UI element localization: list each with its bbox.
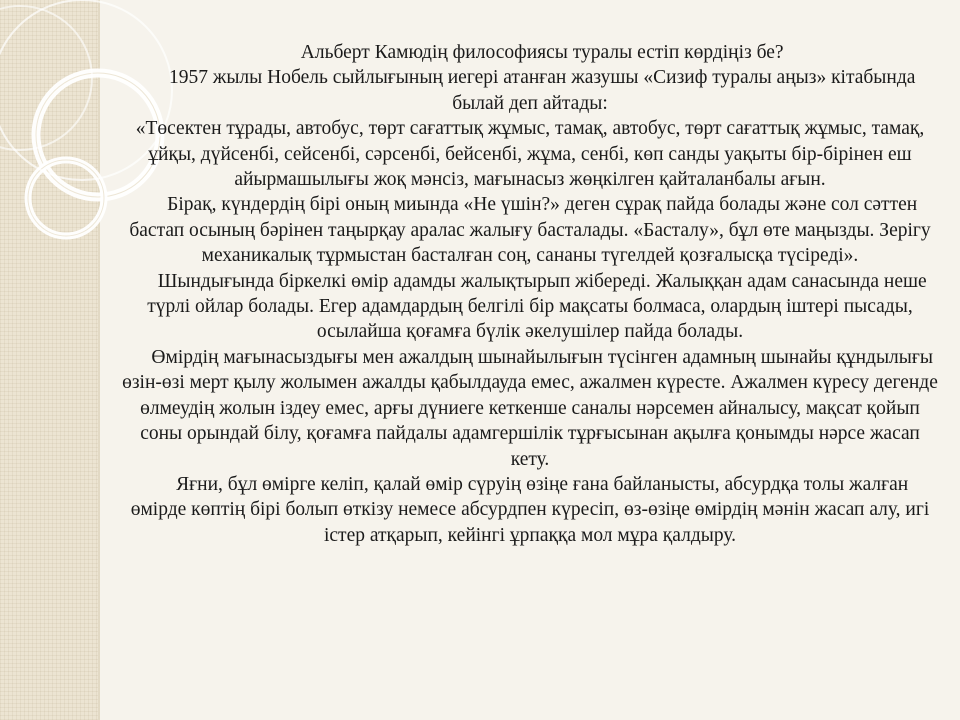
paragraph-6: Өмірдің мағынасыздығы мен ажалдың шынайылығын түсінген адамның шынайы құндылығы өзін-өзі мерт қылу жолымен ажалды қабылдауда емес, ажалмен күресте. Ажалмен күресу дегенде өлмеудің жолын іздеу емес, арғы дүниеге кеткенше саналы нәрсемен айналысу, мақсат қойып соны орындай білу, қоғамға пайдалы адамгершілік тұрғысынан ақылға қонымды нәрсе жасап кету. xyxy=(122,346,943,470)
paragraph-1: Альберт Камюдің философиясы туралы естіп көрдіңіз бе? xyxy=(276,42,784,63)
paragraph-7: Яғни, бұл өмірге келіп, қалай өмір сүруің өзіңе ғана байланысты, абсурдқа толы жалған өмірде көптің бірі болып өткізу немесе абсурдпен күресіп, өз-өзіңе өмірдің мәнін жасап алу, игі істер атқарып, кейінгі ұрпаққа мол мұра қалдыру. xyxy=(130,473,935,546)
paragraph-2: 1957 жылы Нобель сыйлығының иегері атанған жазушы «Сизиф туралы аңыз» кітабында былай деп айтады: xyxy=(144,67,921,114)
paragraph-3: «Төсектен тұрады, автобус, төрт сағаттық жұмыс, тамақ, автобус, төрт сағаттық жұмыс, тамақ, ұйқы, дүйсенбі, сейсенбі, сәрсенбі, бейсенбі, жұма, сенбі, көп санды уақыты бір-бірінен еш айырмашылығы жоқ мәнсіз, мағынасыз жөңкілген қайталанбалы ағын. xyxy=(135,118,930,191)
paragraph-5: Шындығында біркелкі өмір адамды жалықтырып жібереді. Жалыққан адам санасында неше түрлі ойлар болады. Егер адамдардың белгілі бір мақсаты болмаса, олардың іштері пысады, осылайша қоғамға бүлік әкелушілер пайда болады. xyxy=(133,270,932,343)
article-text xyxy=(122,40,943,548)
paragraph-4: Бірақ, күндердің бірі оның миында «Не үшін?» деген сұрақ пайда болады және сол сәттен бастап осының бәрінен таңырқау аралас жалығу басталады. «Басталу», бұл өте маңызды. Зерігу механикалық тұрмыстан басталған соң, сананы түгелдей қозғалысқа түсіреді». xyxy=(129,194,936,267)
